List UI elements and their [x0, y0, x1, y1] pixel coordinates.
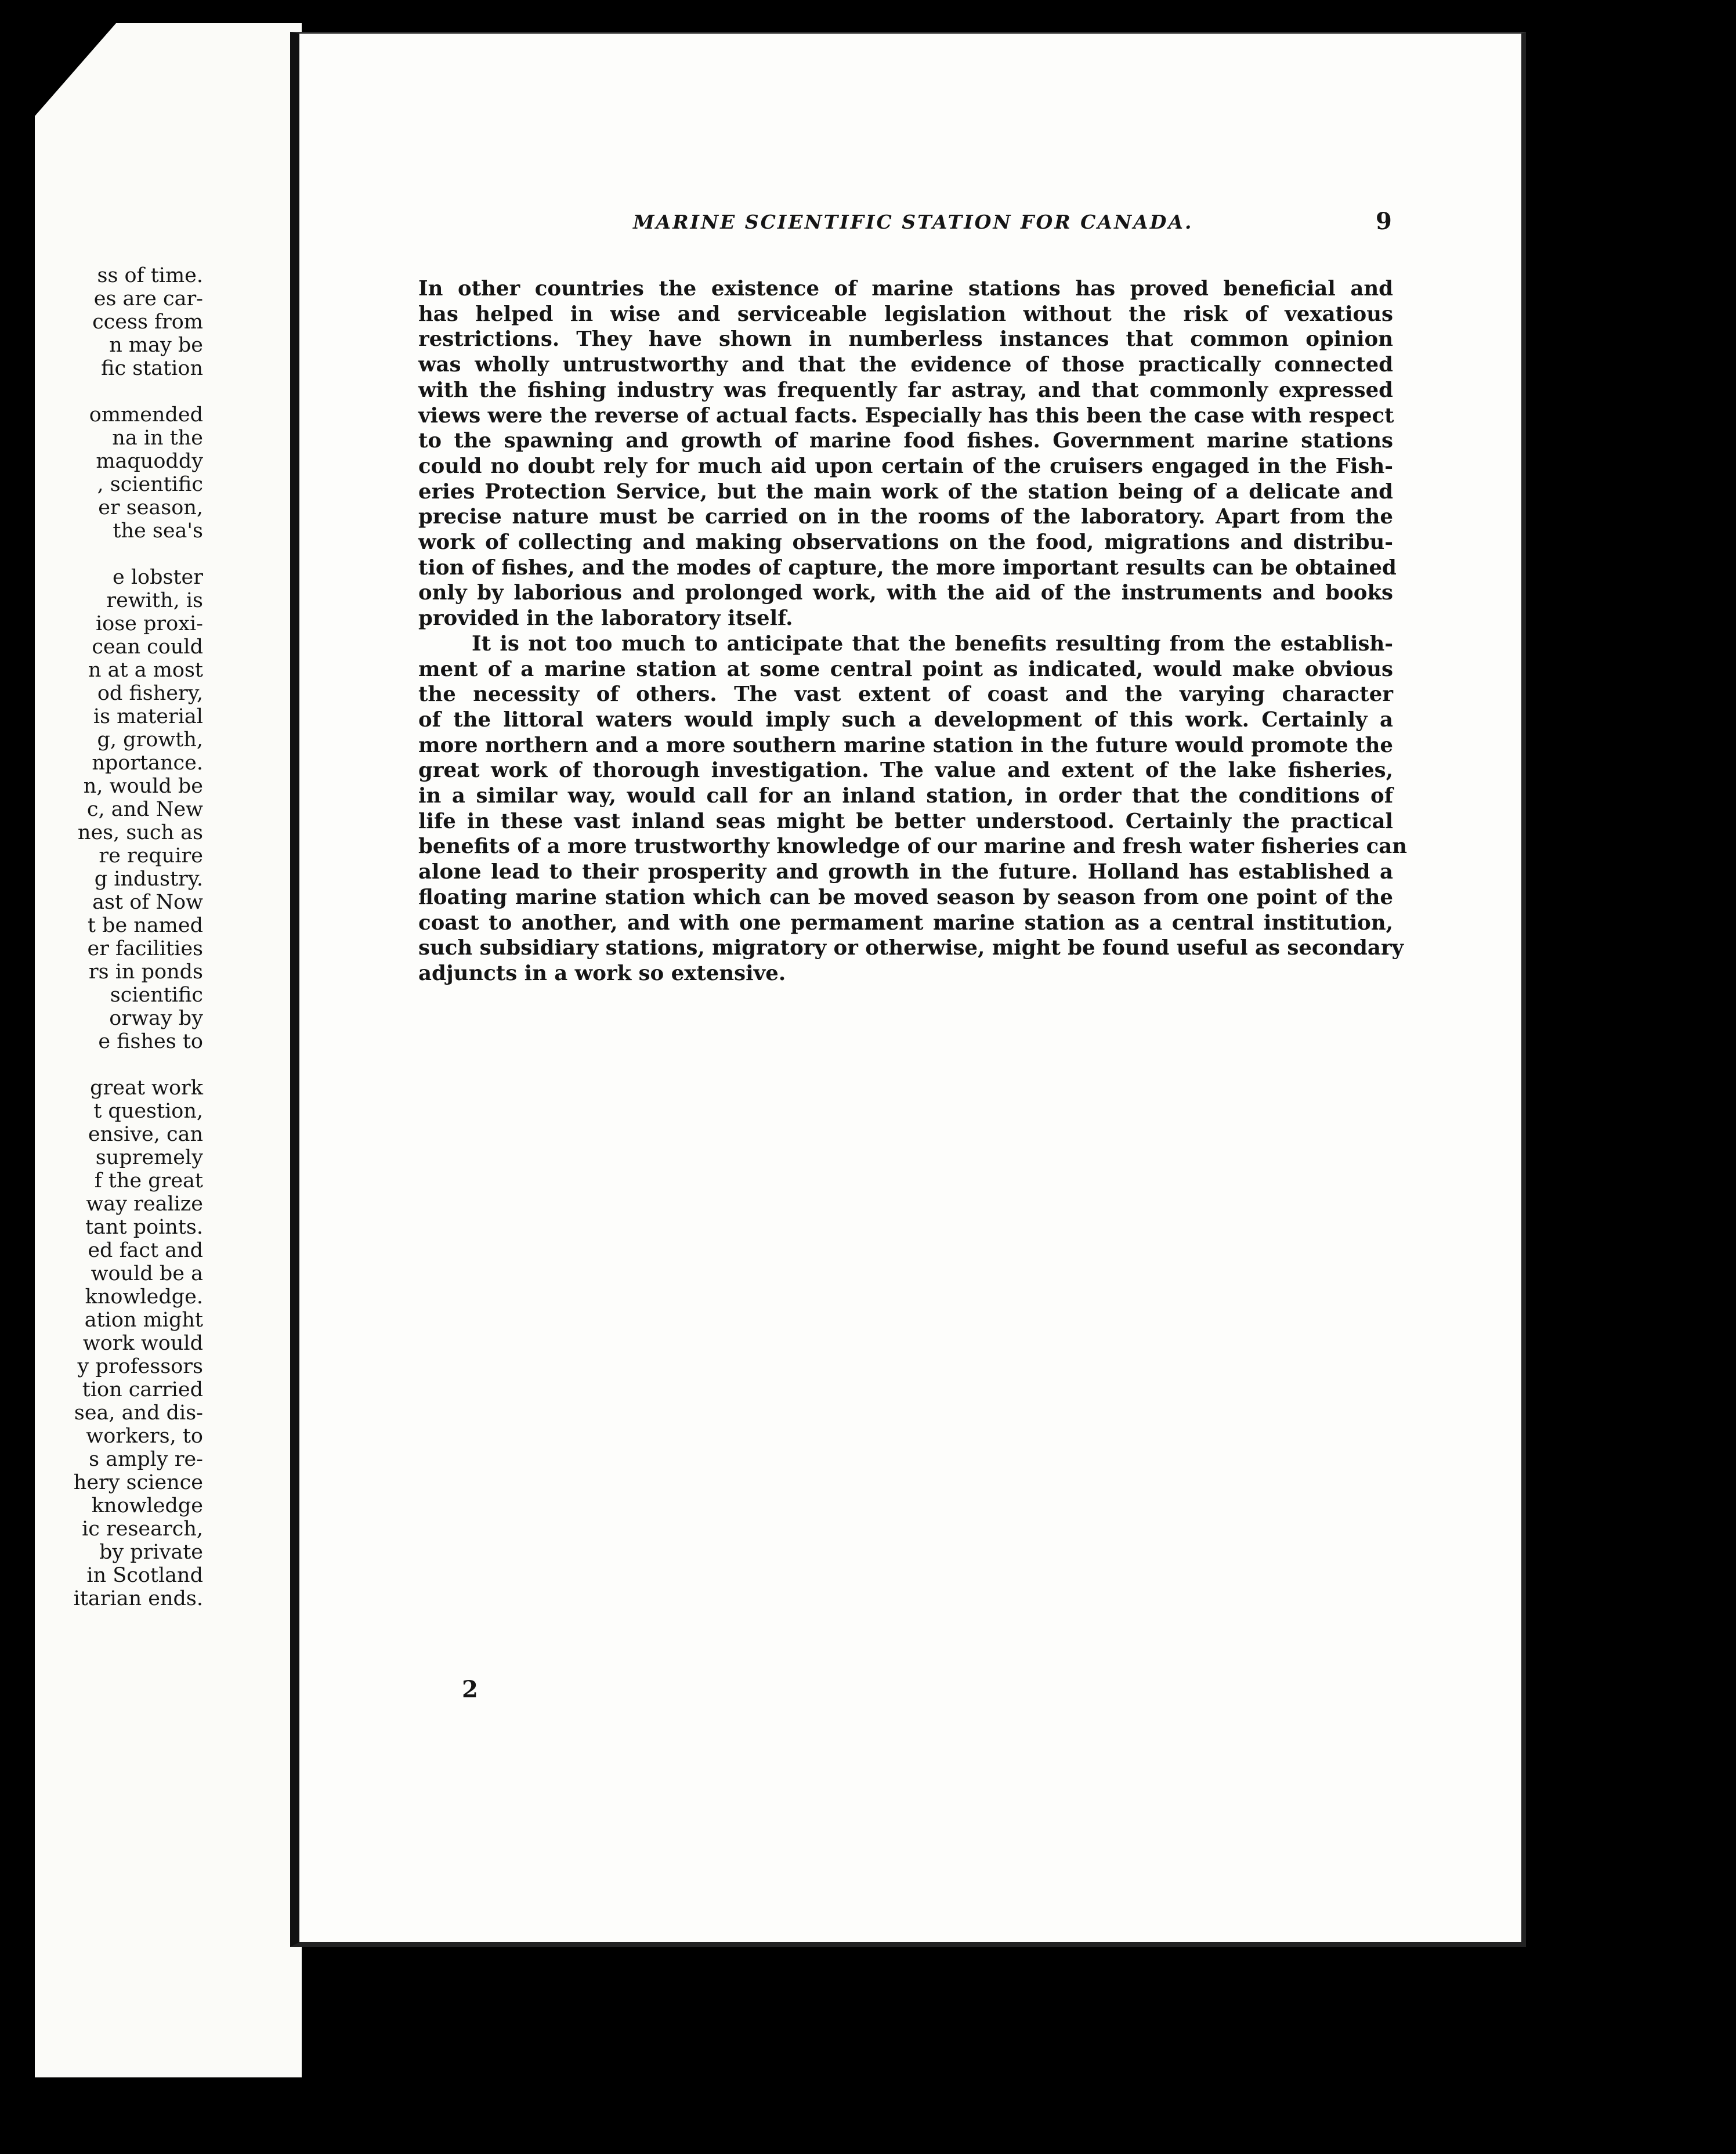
body-line: benefits of a more trustworthy knowledge of our marine and fresh water fisheries can: [418, 834, 1408, 859]
left-fragment-line: great work: [90, 1076, 203, 1100]
body-line: tion of fishes, and the modes of capture, the more important results can be obtained: [418, 555, 1397, 580]
body-line: great work of thorough investigation. The value and extent of the lake fisheries,: [418, 758, 1393, 783]
left-fragment-line: g, growth,: [97, 728, 203, 751]
body-line: views were the reverse of actual facts. Especially has this been the case with respect: [418, 403, 1394, 428]
body-line: was wholly untrustworthy and that the evidence of those practically connected: [418, 353, 1393, 377]
left-fragment-line: knowledge: [91, 1494, 203, 1517]
left-fragment-line: e fishes to: [98, 1030, 203, 1053]
left-fragment-line: hery science: [73, 1471, 203, 1494]
left-fragment-line: tion carried: [82, 1378, 203, 1401]
body-line: adjuncts in a work so extensive.: [418, 961, 786, 985]
left-fragment-line: , scientific: [97, 473, 203, 496]
body-line: It is not too much to anticipate that the benefits resulting from the establish-: [472, 631, 1393, 656]
body-line: alone lead to their prosperity and growth in the future. Holland has established a: [418, 860, 1393, 884]
left-page-fragment: [35, 23, 302, 2077]
page-number: 9: [1376, 208, 1392, 235]
left-fragment-line: maquoddy: [96, 450, 203, 473]
body-line: the necessity of others. The vast extent of coast and the varying character: [418, 682, 1393, 707]
left-fragment-line: cean could: [92, 635, 203, 659]
left-fragment-line: ast of Now: [92, 891, 203, 914]
left-fragment-line: ccess from: [92, 310, 203, 334]
left-fragment-line: work would: [82, 1332, 203, 1355]
left-fragment-line: es are car-: [93, 287, 203, 310]
left-fragment-line: er facilities: [87, 937, 203, 960]
left-fragment-line: re require: [99, 844, 203, 868]
left-fragment-line: tant points.: [85, 1216, 203, 1239]
left-fragment-line: od fishery,: [97, 682, 203, 705]
left-fragment-line: rs in ponds: [88, 960, 203, 984]
left-fragment-line: ed fact and: [88, 1239, 203, 1262]
left-fragment-line: rewith, is: [106, 589, 203, 612]
left-fragment-line: ic research,: [82, 1517, 203, 1541]
body-line: ment of a marine station at some central point as indicated, would make obvious: [418, 657, 1393, 681]
left-fragment-line: n at a most: [88, 659, 203, 682]
left-fragment-line: way realize: [86, 1192, 203, 1216]
left-fragment-line: scientific: [110, 984, 203, 1007]
left-fragment-line: nes, such as: [77, 821, 203, 844]
left-fragment-line: c, and New: [86, 798, 203, 821]
left-fragment-line: s amply re-: [89, 1448, 203, 1471]
left-fragment-line: g industry.: [94, 868, 203, 891]
left-fragment-line: workers, to: [86, 1425, 203, 1448]
body-line: more northern and a more southern marine station in the future would promote the: [418, 733, 1393, 757]
main-page: [290, 32, 1526, 1947]
left-fragment-line: er season,: [98, 496, 203, 519]
left-fragment-line: the sea's: [113, 519, 203, 543]
running-head: MARINE SCIENTIFIC STATION FOR CANADA.: [633, 211, 1194, 233]
left-fragment-line: orway by: [109, 1007, 203, 1030]
left-fragment-line: e lobster: [113, 566, 203, 589]
left-fragment-line: t be named: [87, 914, 203, 937]
left-fragment-line: in Scotland: [86, 1564, 203, 1587]
left-fragment-line: n may be: [109, 334, 203, 357]
body-line: could no doubt rely for much aid upon certain of the cruisers engaged in the Fish-: [418, 454, 1393, 478]
body-line: to the spawning and growth of marine food fishes. Government marine stations: [418, 429, 1393, 453]
body-line: precise nature must be carried on in the rooms of the laboratory. Apart from the: [418, 505, 1393, 529]
body-line: has helped in wise and serviceable legislation without the risk of vexatious: [418, 302, 1393, 326]
left-fragment-line: ation might: [84, 1309, 203, 1332]
body-line: In other countries the existence of marine stations has proved beneficial and: [418, 277, 1393, 301]
left-fragment-line: is material: [93, 705, 203, 728]
body-text: [418, 276, 1408, 986]
body-line: life in these vast inland seas might be better understood. Certainly the practical: [418, 809, 1393, 833]
body-line: restrictions. They have shown in numberless instances that common opinion: [418, 327, 1393, 352]
left-fragment-line: y professors: [77, 1355, 203, 1378]
left-fragment-line: na in the: [112, 427, 203, 450]
left-fragment-line: ss of time.: [97, 264, 203, 287]
body-line: with the fishing industry was frequently far astray, and that commonly expressed: [418, 378, 1393, 402]
left-fragment-line: sea, and dis-: [74, 1401, 203, 1425]
body-line: of the littoral waters would imply such a development of this work. Certainly a: [418, 707, 1393, 732]
body-line: only by laborious and prolonged work, with the aid of the instruments and books: [418, 581, 1393, 605]
left-fragment-line: f the great: [94, 1169, 203, 1192]
body-line: such subsidiary stations, migratory or otherwise, might be found useful as secondary: [418, 936, 1404, 960]
body-line: in a similar way, would call for an inland station, in order that the conditions of: [418, 784, 1393, 808]
signature-mark: 2: [462, 1676, 478, 1703]
left-fragment-line: itarian ends.: [73, 1587, 203, 1610]
left-fragment-line: n, would be: [83, 775, 203, 798]
body-line: eries Protection Service, but the main work of the station being of a delicate and: [418, 479, 1393, 504]
left-fragment-line: fic station: [101, 357, 203, 380]
body-line: work of collecting and making observations on the food, migrations and distribu-: [418, 530, 1393, 555]
body-line: provided in the laboratory itself.: [418, 606, 793, 631]
left-fragment-line: supremely: [95, 1146, 203, 1169]
left-fragment-line: knowledge.: [85, 1285, 203, 1309]
left-fragment-line: iose proxi-: [95, 612, 203, 635]
left-fragment-line: by private: [99, 1541, 203, 1564]
body-line: coast to another, and with one permament marine station as a central institution,: [418, 910, 1393, 935]
left-fragment-line: would be a: [91, 1262, 203, 1285]
left-fragment-line: t question,: [93, 1100, 203, 1123]
left-fragment-line: ommended: [89, 403, 203, 427]
left-fragment-line: nportance.: [92, 751, 203, 775]
body-line: floating marine station which can be moved season by season from one point of the: [418, 885, 1393, 909]
left-fragment-line: ensive, can: [88, 1123, 203, 1146]
folded-corner: [35, 23, 116, 116]
